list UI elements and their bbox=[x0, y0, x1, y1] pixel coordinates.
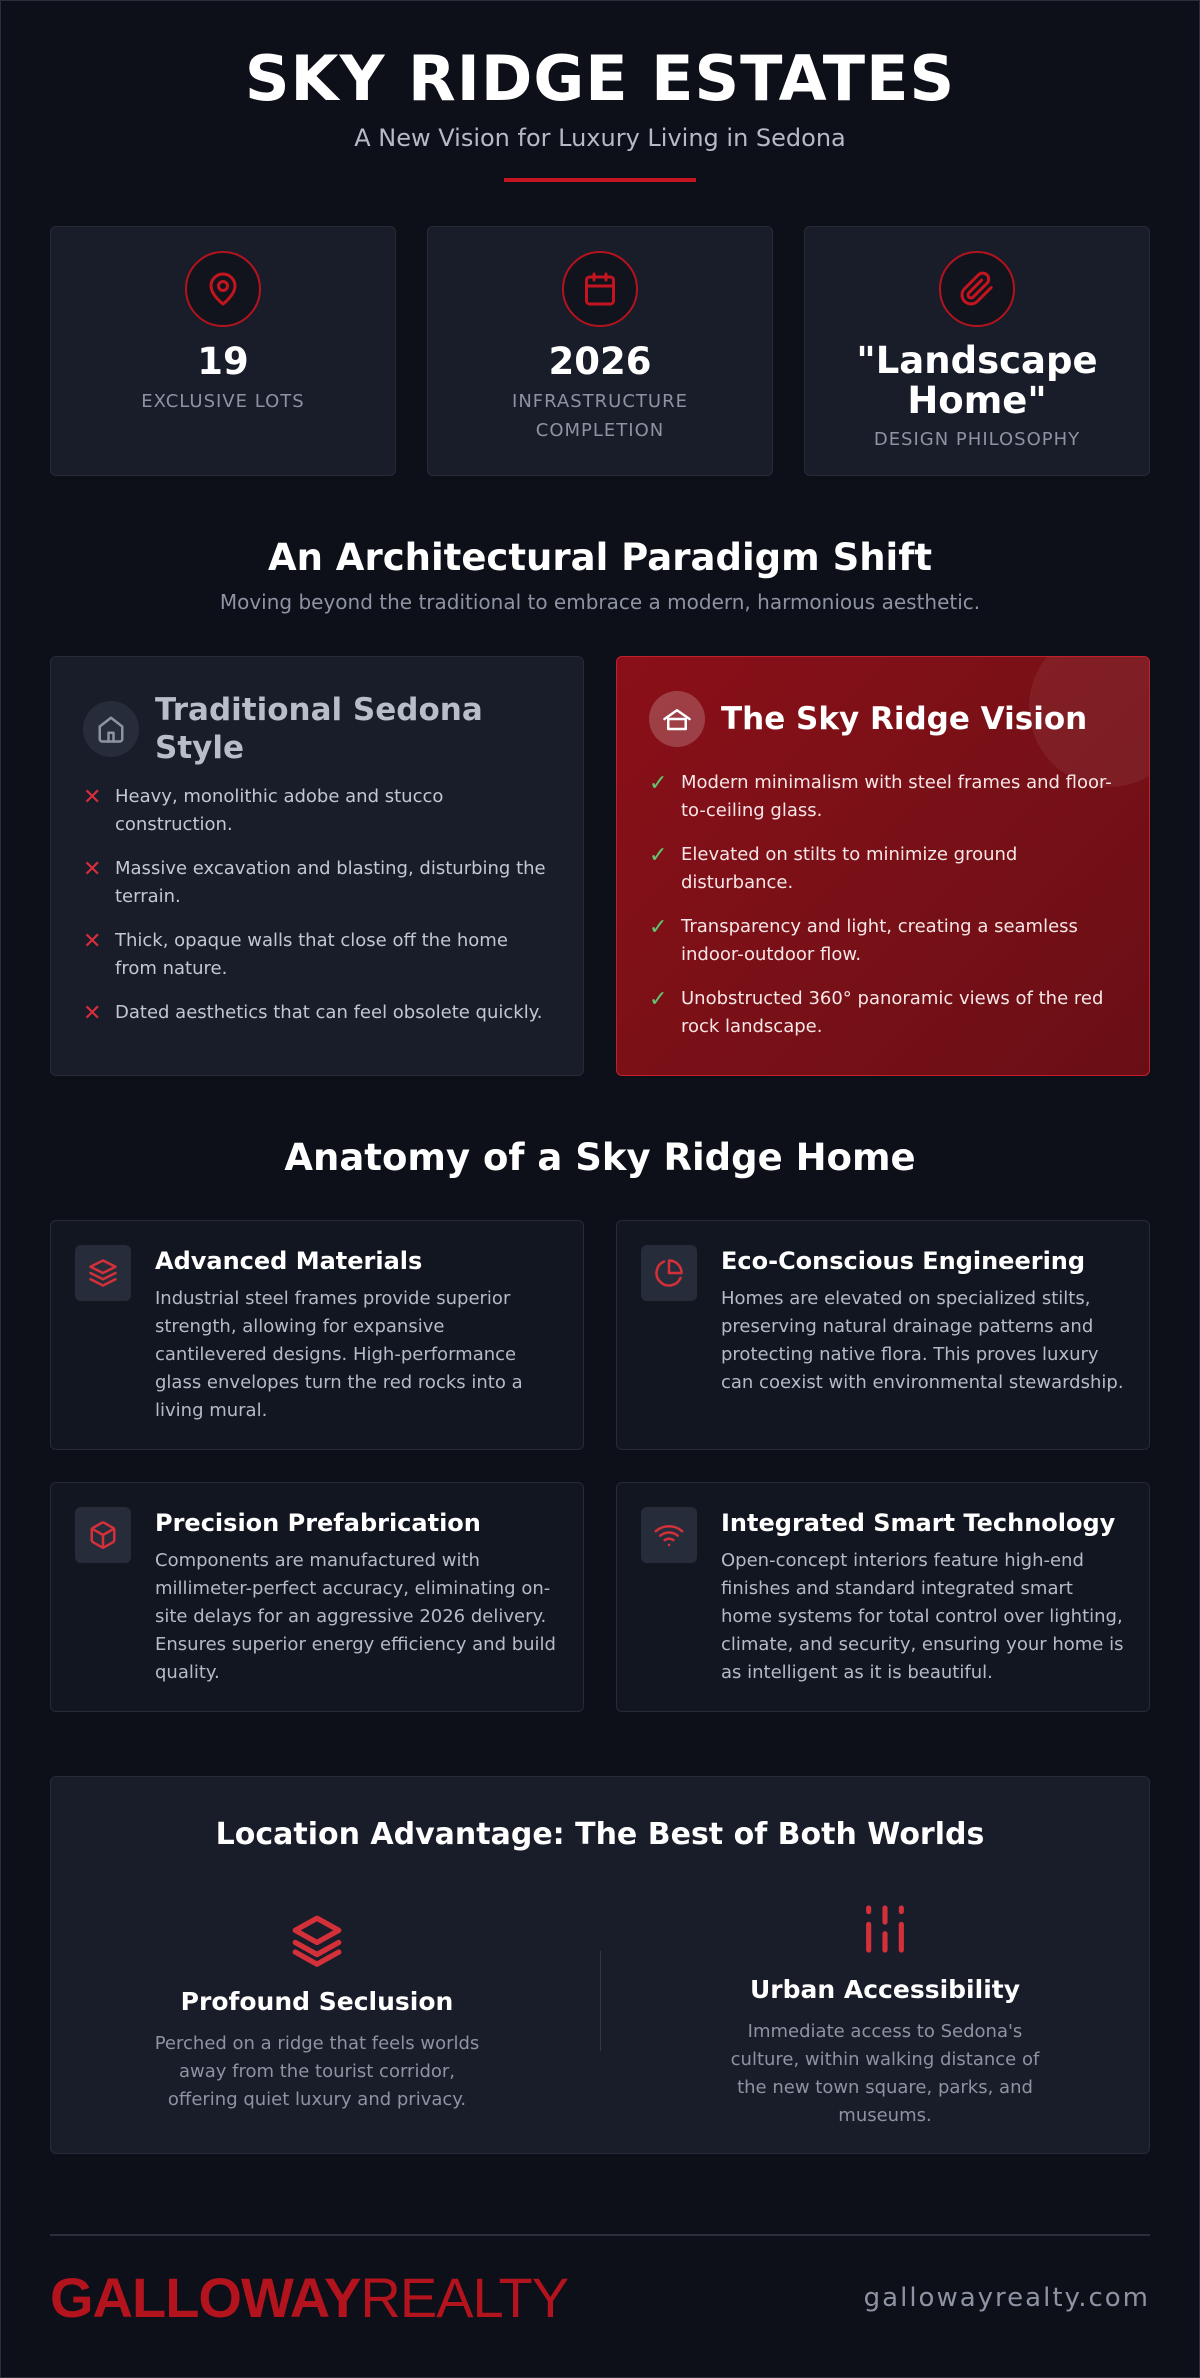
list-item-text: Massive excavation and blasting, disturbing the terrain. bbox=[115, 858, 546, 907]
seclusion-column bbox=[147, 1899, 487, 2114]
paradigm-title: An Architectural Paradigm Shift bbox=[267, 536, 933, 579]
stat-label: DESIGN PHILOSOPHY bbox=[873, 429, 1081, 450]
feature-desc: Open-concept interiors feature high-end finishes and standard integrated smart home systems for total control over lighting, climate, and security, ensuring your home is as intelligent as it is beautiful. bbox=[721, 1550, 1124, 1683]
check-icon: ✓ bbox=[649, 771, 668, 796]
location-title: Location Advantage: The Best of Both Worlds bbox=[215, 1817, 985, 1852]
hero-header bbox=[0, 40, 1200, 182]
brand-light: REALTY bbox=[360, 2266, 569, 2329]
list-item-text: Unobstructed 360° panoramic views of the red rock landscape. bbox=[681, 988, 1104, 1037]
feature-card-materials bbox=[50, 1220, 584, 1450]
x-icon: ✕ bbox=[83, 929, 102, 954]
urban-desc: Immediate access to Sedona's culture, within walking distance of the new town square, parks, and museums. bbox=[730, 2021, 1040, 2126]
feature-title: Eco-Conscious Engineering bbox=[721, 1247, 1086, 1275]
stat-value: 19 bbox=[197, 340, 249, 383]
paperclip-icon bbox=[939, 251, 1015, 327]
check-icon: ✓ bbox=[649, 987, 668, 1012]
list-item bbox=[649, 769, 1119, 825]
galloway-realty-logo bbox=[50, 2268, 568, 2328]
title-underline bbox=[504, 178, 696, 182]
website-link[interactable]: gallowayrealty.com bbox=[863, 2283, 1150, 2313]
feature-desc: Components are manufactured with millimeter-perfect accuracy, eliminating on-site delays for an aggressive 2026 delivery. Ensures superior energy efficiency and build quality. bbox=[155, 1550, 556, 1683]
list-item bbox=[83, 855, 553, 911]
feature-desc: Industrial steel frames provide superior strength, allowing for expansive cantilevered designs. High-performance glass envelopes turn the red rocks into a living mural. bbox=[155, 1288, 523, 1421]
stat-card-philosophy bbox=[804, 226, 1150, 476]
sky-ridge-vision-card bbox=[616, 656, 1150, 1076]
urban-title: Urban Accessibility bbox=[749, 1975, 1021, 2004]
page-title: SKY RIDGE ESTATES bbox=[244, 42, 956, 115]
sliders-icon bbox=[715, 1887, 1055, 1957]
cube-icon bbox=[75, 1507, 131, 1563]
stats-row bbox=[50, 226, 1150, 476]
x-icon: ✕ bbox=[83, 785, 102, 810]
list-item-text: Elevated on stilts to minimize ground disturbance. bbox=[681, 844, 1018, 893]
list-item bbox=[83, 783, 553, 839]
footer-divider bbox=[50, 2234, 1150, 2236]
list-item bbox=[83, 999, 553, 1029]
feature-card-eco bbox=[616, 1220, 1150, 1450]
check-icon: ✓ bbox=[649, 915, 668, 940]
urban-column bbox=[715, 1887, 1055, 2130]
anatomy-title: Anatomy of a Sky Ridge Home bbox=[284, 1136, 916, 1179]
list-item bbox=[83, 927, 553, 983]
list-item-text: Thick, opaque walls that close off the home from nature. bbox=[115, 930, 508, 979]
seclusion-title: Profound Seclusion bbox=[180, 1987, 454, 2016]
paradigm-subtitle: Moving beyond the traditional to embrace a modern, harmonious aesthetic. bbox=[219, 590, 981, 614]
list-item-text: Dated aesthetics that can feel obsolete quickly. bbox=[115, 1002, 543, 1023]
pie-chart-icon bbox=[641, 1245, 697, 1301]
home-icon bbox=[83, 701, 139, 757]
layers-icon bbox=[75, 1245, 131, 1301]
stat-label: INFRASTRUCTURE COMPLETION bbox=[512, 391, 688, 441]
stat-label: EXCLUSIVE LOTS bbox=[141, 391, 305, 412]
stat-value: 2026 bbox=[548, 340, 652, 383]
check-icon: ✓ bbox=[649, 843, 668, 868]
vision-title: The Sky Ridge Vision bbox=[721, 701, 1088, 737]
traditional-title: Traditional Sedona Style bbox=[155, 692, 483, 766]
calendar-icon bbox=[562, 251, 638, 327]
list-item-text: Modern minimalism with steel frames and floor-to-ceiling glass. bbox=[681, 772, 1112, 821]
traditional-style-card bbox=[50, 656, 584, 1076]
column-divider bbox=[600, 1951, 601, 2051]
list-item bbox=[649, 985, 1119, 1041]
list-item-text: Transparency and light, creating a seamless indoor-outdoor flow. bbox=[681, 916, 1078, 965]
stat-value: "Landscape Home" bbox=[856, 339, 1098, 422]
vision-list bbox=[649, 769, 1119, 1057]
stat-card-completion bbox=[427, 226, 773, 476]
stat-card-lots bbox=[50, 226, 396, 476]
page-subtitle: A New Vision for Luxury Living in Sedona bbox=[354, 124, 846, 152]
map-pin-icon bbox=[185, 251, 261, 327]
brand-bold: GALLOWAY bbox=[50, 2266, 361, 2329]
feature-title: Precision Prefabrication bbox=[155, 1509, 481, 1537]
feature-card-smart bbox=[616, 1482, 1150, 1712]
list-item bbox=[649, 841, 1119, 897]
x-icon: ✕ bbox=[83, 1001, 102, 1026]
feature-card-prefab bbox=[50, 1482, 584, 1712]
seclusion-desc: Perched on a ridge that feels worlds away from the tourist corridor, offering quiet luxury and privacy. bbox=[154, 2033, 480, 2110]
wifi-icon bbox=[641, 1507, 697, 1563]
location-advantage-card bbox=[50, 1776, 1150, 2154]
modern-home-icon bbox=[649, 691, 705, 747]
stack-icon bbox=[147, 1899, 487, 1969]
x-icon: ✕ bbox=[83, 857, 102, 882]
feature-desc: Homes are elevated on specialized stilts, preserving natural drainage patterns and protecting native flora. This proves luxury can coexist with environmental stewardship. bbox=[721, 1288, 1124, 1393]
list-item-text: Heavy, monolithic adobe and stucco construction. bbox=[115, 786, 444, 835]
list-item bbox=[649, 913, 1119, 969]
traditional-list bbox=[83, 783, 553, 1045]
feature-title: Advanced Materials bbox=[155, 1247, 423, 1275]
feature-title: Integrated Smart Technology bbox=[721, 1509, 1116, 1537]
